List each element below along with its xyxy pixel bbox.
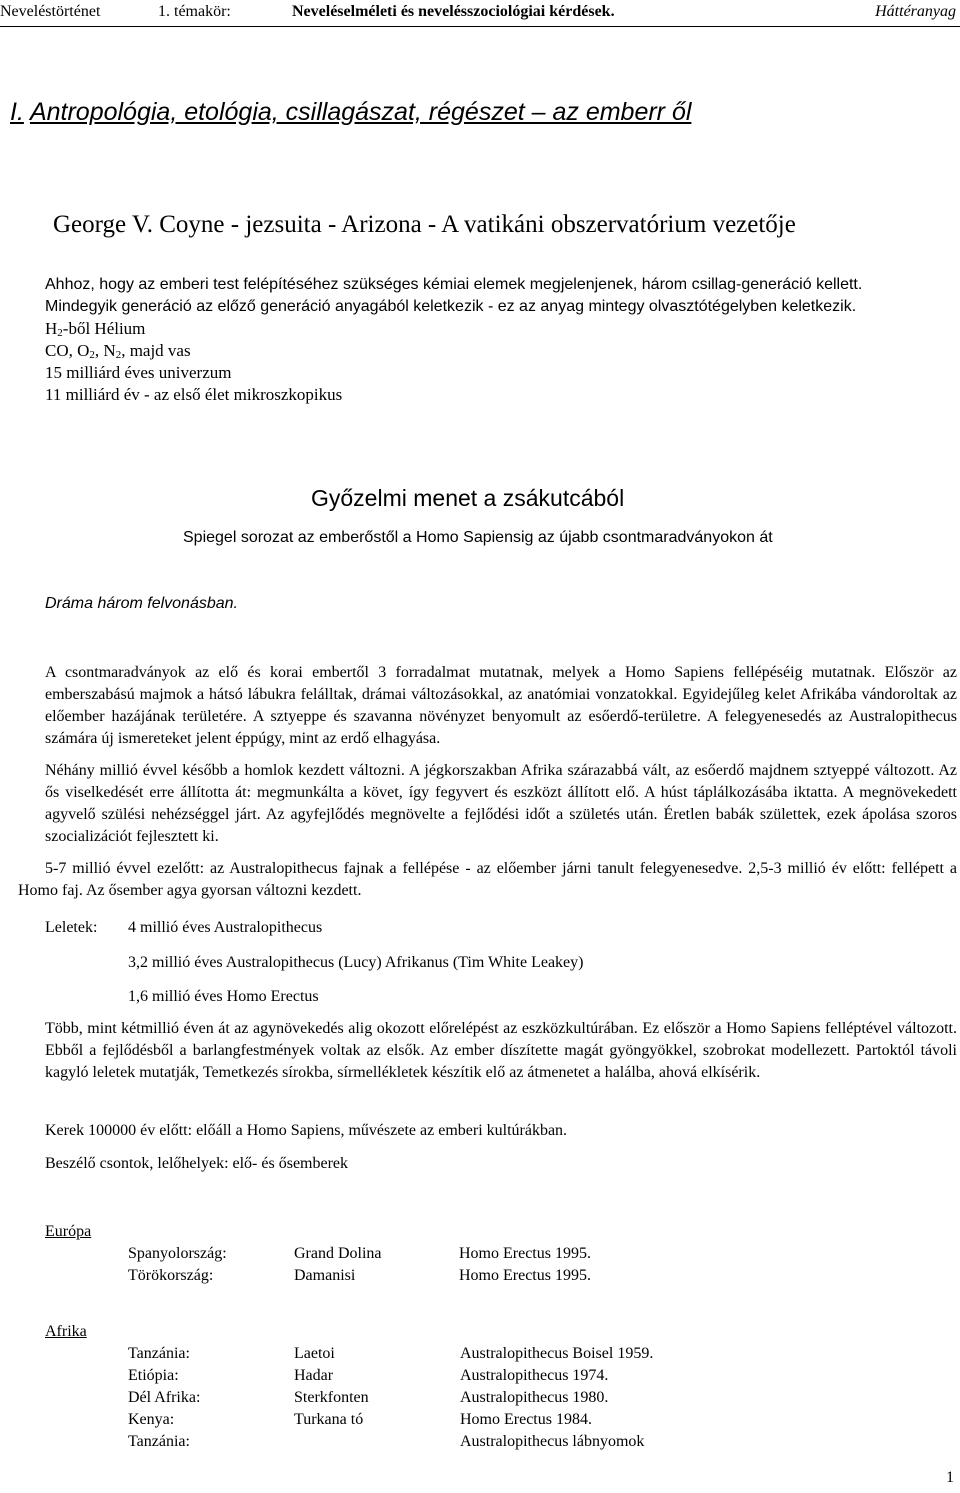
europe-row-2-find: Homo Erectus 1995. <box>459 1267 591 1284</box>
europe-row-1-find: Homo Erectus 1995. <box>459 1245 591 1262</box>
intro-line-1: Ahhoz, hogy az emberi test felépítéséhez szükséges kémiai elemek megjelenjenek, három csillag-generáció kellett. <box>45 276 863 293</box>
africa-row-3-find: Australopithecus 1980. <box>460 1389 609 1406</box>
africa-row-5-find: Australopithecus lábnyomok <box>460 1433 645 1450</box>
paragraph-4: Több, mint kétmillió éven át az agynövekedés alig okozott előrelépést az eszközkultúrában. Ez először a Homo Sapiens felléptével változott. Ebből a fejlődésből a barlangfestmények voltak az elsők. Az ember díszítette magát gyöngyökkel, szobrokat modellezett. Partoktól távoli kagyló leletek mutatják, Temetkezés sírokba, sírmellékletek készítik elő az átmenetet a halálba, ahová elkísérik. <box>45 1020 957 1081</box>
paragraph-2: Néhány millió évvel később a homlok kezdett változni. A jégkorszakban Afrika szárazabbá vált, az esőerdő majdnem sztyeppé változott. Az ős viselkedését erre állította át: megmunkálta a követ, így fegyvert és eszközt állított elő. A húst táplálkozásába iktatta. A megnövekedett agyvelő szülési nehézséggel járt. Az agyfejlődés megnövelte a fejlődési időt a születés után. Éretlen babák születtek, ezek ápolása szoros szocializációt fejlesztett ki. <box>45 762 957 845</box>
europe-row-1-country: Spanyolország: <box>128 1245 227 1262</box>
africa-row-3-country: Dél Afrika: <box>128 1389 201 1406</box>
subsection-title: Győzelmi menet a zsákutcából <box>311 485 625 511</box>
section-number: I. <box>10 98 24 126</box>
section-heading <box>10 97 691 127</box>
paragraph-1: A csontmaradványok az elő és korai embertől 3 forradalmat mutatnak, melyek a Homo Sapiens fellépéséig mutatnak. Először az emberszabású majmok a hátsó lábukra felálltak, drámai változásokkal, az anatómiai vonzatokkal. Egyidejűleg kelet Afrikába vándoroltak az előember hazájának területére. A sztyeppe és szavanna növényzet benyomult az esőerdő-területre. A felegyenesedés az Australopithecus számára új ismereteket jelent éppúgy, mint az erdő elhagyása. <box>45 664 957 747</box>
finds-item-1: 4 millió éves Australopithecus <box>128 919 323 936</box>
header-topic: 1. témakör: <box>158 3 231 20</box>
africa-row-4-site: Turkana tó <box>294 1411 364 1428</box>
header-course: Neveléstörténet <box>0 3 101 20</box>
speaker-heading: George V. Coyne - jezsuita - Arizona - A vatikáni obszervatórium vezetője <box>53 211 796 238</box>
africa-row-1-country: Tanzánia: <box>128 1345 190 1362</box>
intro-line-3: $H_2$-ből Hélium <box>45 319 146 339</box>
africa-row-2-site: Hadar <box>294 1367 334 1384</box>
africa-row-2-find: Australopithecus 1974. <box>460 1367 609 1384</box>
intro-line-2: Mindegyik generáció az előző generáció anyagából keletkezik - ez az anyag mintegy olvasztótégelyben keletkezik. <box>45 298 857 315</box>
europe-row-2-country: Törökország: <box>128 1267 214 1284</box>
africa-row-3-site: Sterkfonten <box>294 1389 369 1406</box>
header-label: Háttéranyag <box>875 3 956 20</box>
intro-line-5: 15 milliárd éves univerzum <box>45 363 232 382</box>
africa-row-5-country: Tanzánia: <box>128 1433 190 1450</box>
africa-row-4-country: Kenya: <box>128 1411 175 1428</box>
europe-heading: Európa <box>45 1223 92 1240</box>
section-title: Antropológia, etológia, csillagászat, régészet – az emberr ől <box>29 98 692 126</box>
header-divider <box>0 26 960 27</box>
paragraph-5: Kerek 100000 év előtt: előáll a Homo Sapiens, művészete az emberi kultúrákban. <box>45 1122 568 1139</box>
europe-row-2-site: Damanisi <box>294 1267 356 1284</box>
finds-item-2: 3,2 millió éves Australopithecus (Lucy) Afrikanus (Tim White Leakey) <box>128 954 584 971</box>
paragraph-3: 5-7 millió évvel ezelőtt: az Australopithecus fajnak a fellépése - az előember járni tanult felegyenesedve. 2,5-3 millió év előtt: fellépett a Homo faj. Az ősember agya gyorsan változni kezdett. <box>18 860 957 899</box>
drama-note: Dráma három felvonásban. <box>45 595 238 612</box>
paragraph-6: Beszélő csontok, lelőhelyek: elő- és ősemberek <box>45 1155 349 1172</box>
intro-line-6: 11 milliárd év - az első élet mikroszkopikus <box>45 385 343 404</box>
africa-row-1-find: Australopithecus Boisel 1959. <box>460 1345 654 1362</box>
intro-line-4: CO, $O_2$, $N_2$, majd vas <box>45 341 191 361</box>
finds-label: Leletek: <box>45 919 98 936</box>
finds-item-3: 1,6 millió éves Homo Erectus <box>128 988 319 1005</box>
africa-row-4-find: Homo Erectus 1984. <box>460 1411 592 1428</box>
africa-heading: Afrika <box>45 1323 87 1340</box>
europe-row-1-site: Grand Dolina <box>294 1245 382 1262</box>
africa-row-2-country: Etiópia: <box>128 1367 179 1384</box>
subsection-subtitle: Spiegel sorozat az emberőstől a Homo Sapiensig az újabb csontmaradványokon át <box>183 529 773 546</box>
page-number: 1 <box>946 1469 954 1486</box>
africa-row-1-site: Laetoi <box>294 1345 335 1362</box>
header-title: Neveléselméleti és nevelésszociológiai kérdések. <box>292 3 615 20</box>
